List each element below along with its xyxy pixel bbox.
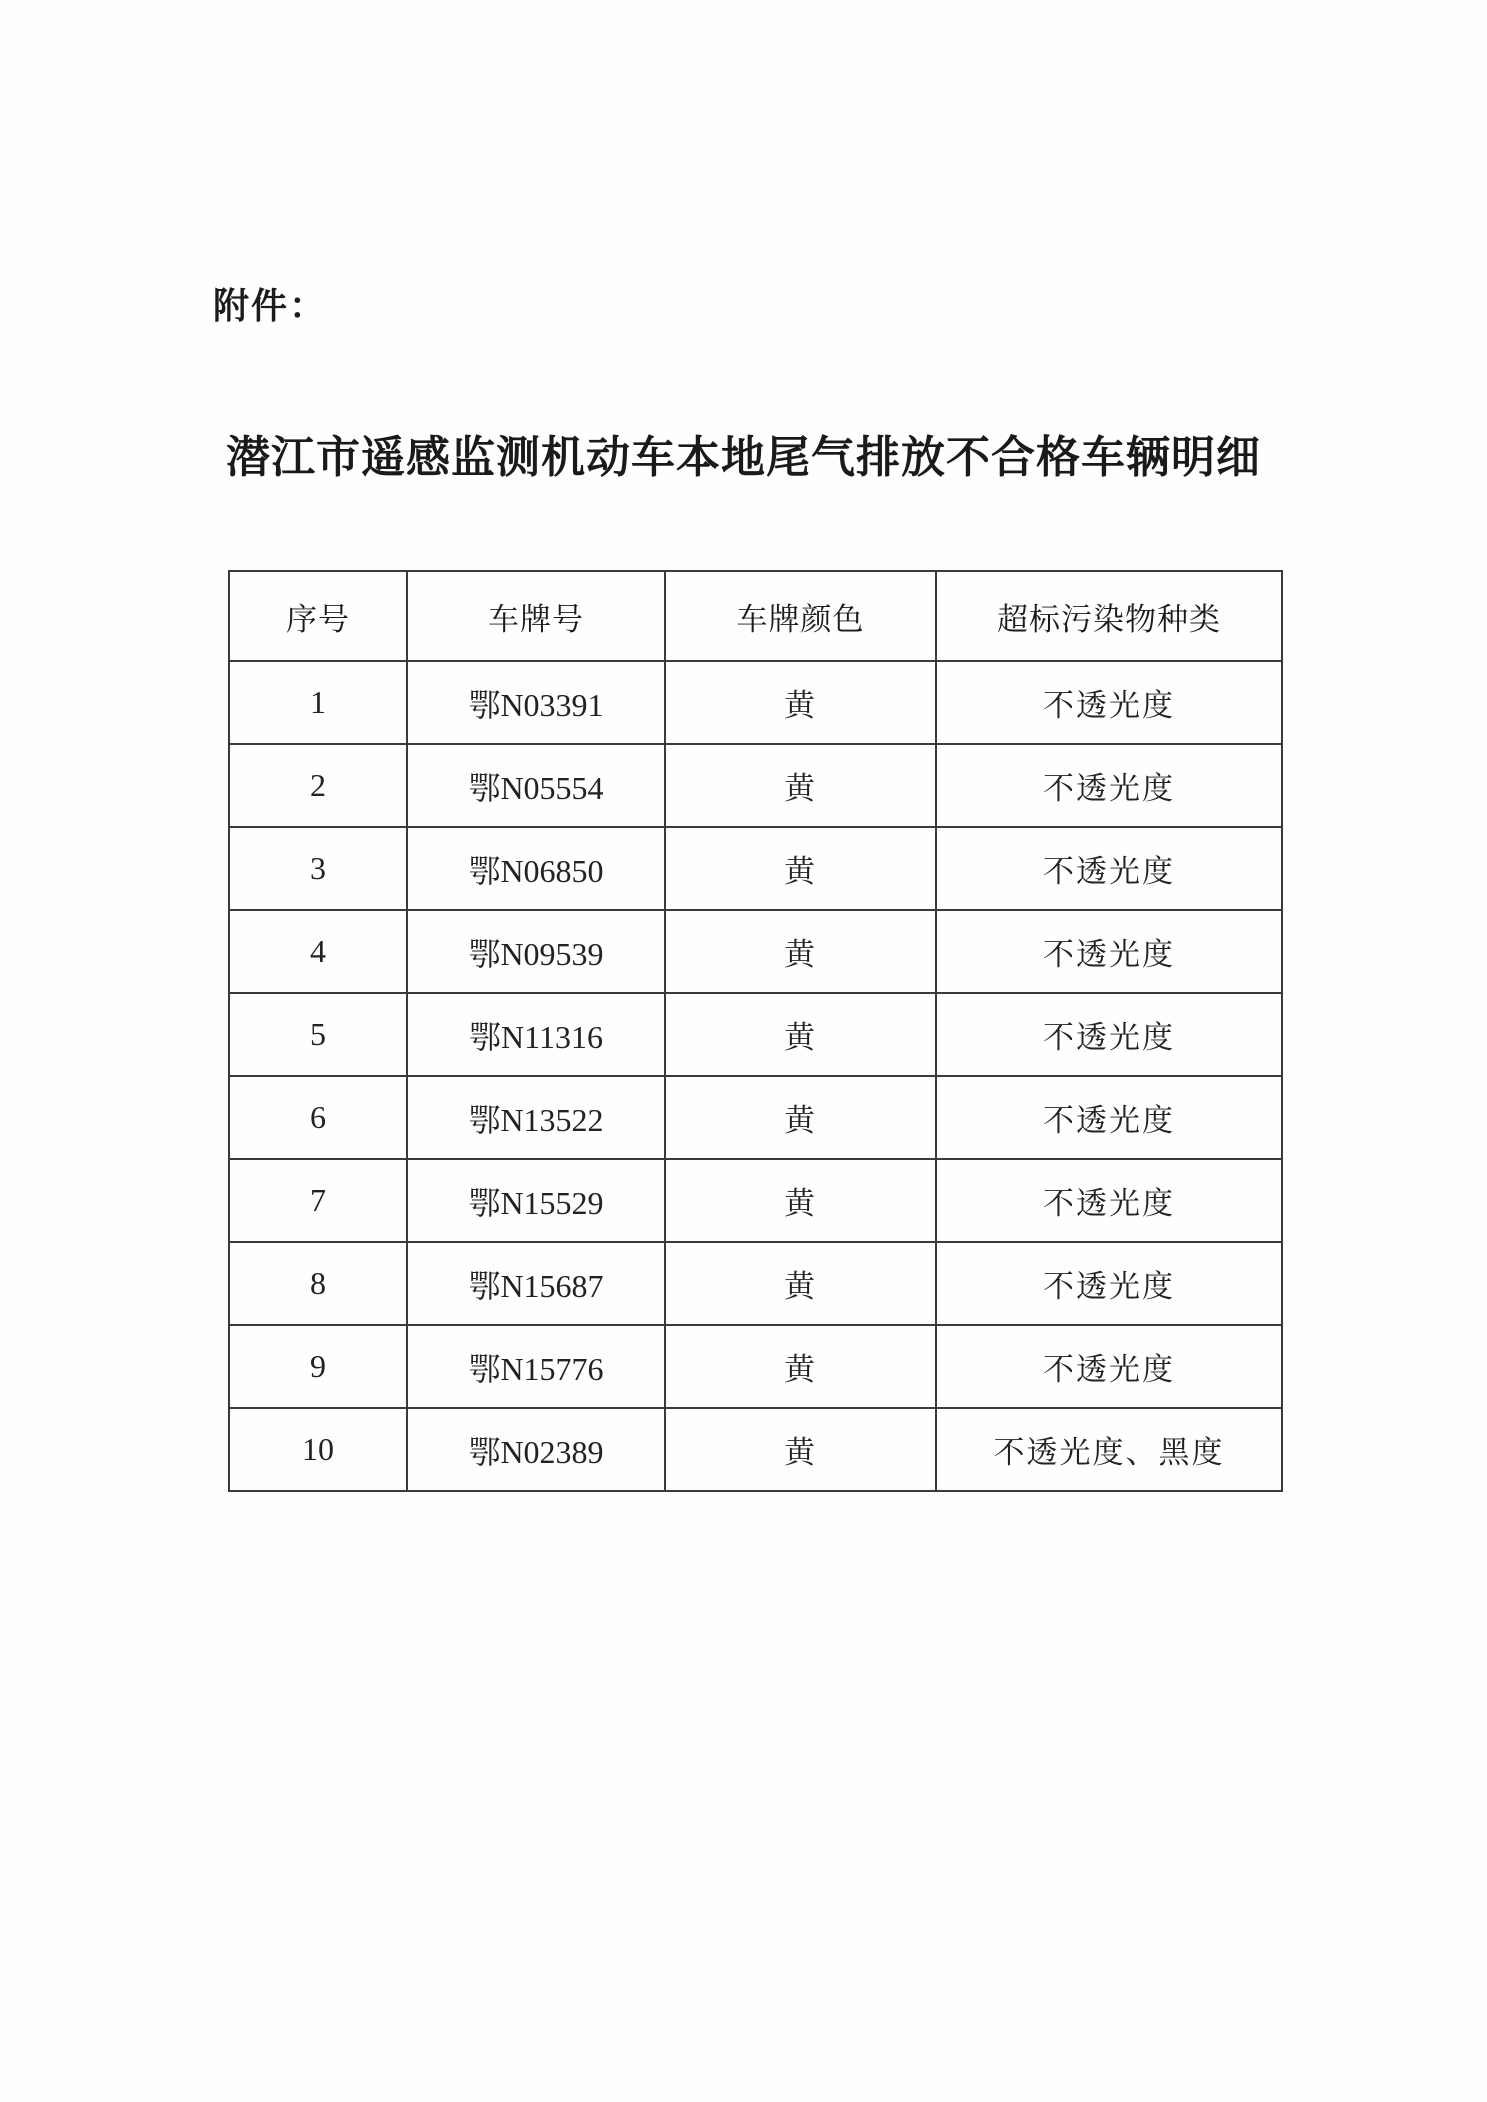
row-pollutant: 不透光度 xyxy=(936,827,1282,910)
row-plate: 鄂N13522 xyxy=(407,1076,665,1159)
vehicle-table-container xyxy=(228,570,1281,1492)
row-index: 6 xyxy=(229,1076,407,1159)
row-plate-color: 黄 xyxy=(665,1325,936,1408)
header-index: 序号 xyxy=(229,571,407,661)
row-index: 2 xyxy=(229,744,407,827)
row-plate-color: 黄 xyxy=(665,744,936,827)
row-pollutant: 不透光度 xyxy=(936,910,1282,993)
row-plate-color: 黄 xyxy=(665,1242,936,1325)
row-plate: 鄂N15529 xyxy=(407,1159,665,1242)
vehicle-table xyxy=(228,570,1283,1492)
row-plate: 鄂N06850 xyxy=(407,827,665,910)
row-plate: 鄂N15687 xyxy=(407,1242,665,1325)
row-pollutant: 不透光度 xyxy=(936,1076,1282,1159)
row-pollutant: 不透光度、黑度 xyxy=(936,1408,1282,1491)
table-row xyxy=(229,744,1282,827)
header-plate: 车牌号 xyxy=(407,571,665,661)
row-plate: 鄂N09539 xyxy=(407,910,665,993)
table-row xyxy=(229,1408,1282,1491)
row-plate: 鄂N05554 xyxy=(407,744,665,827)
row-plate-color: 黄 xyxy=(665,661,936,744)
row-plate: 鄂N15776 xyxy=(407,1325,665,1408)
table-row xyxy=(229,1076,1282,1159)
row-pollutant: 不透光度 xyxy=(936,1242,1282,1325)
row-index: 4 xyxy=(229,910,407,993)
row-plate: 鄂N02389 xyxy=(407,1408,665,1491)
header-plate-color: 车牌颜色 xyxy=(665,571,936,661)
table-row xyxy=(229,1242,1282,1325)
row-plate: 鄂N11316 xyxy=(407,993,665,1076)
row-index: 7 xyxy=(229,1159,407,1242)
row-index: 9 xyxy=(229,1325,407,1408)
table-row xyxy=(229,661,1282,744)
row-plate-color: 黄 xyxy=(665,910,936,993)
row-plate-color: 黄 xyxy=(665,1076,936,1159)
row-index: 8 xyxy=(229,1242,407,1325)
row-index: 3 xyxy=(229,827,407,910)
row-plate: 鄂N03391 xyxy=(407,661,665,744)
row-plate-color: 黄 xyxy=(665,993,936,1076)
row-pollutant: 不透光度 xyxy=(936,744,1282,827)
table-row xyxy=(229,910,1282,993)
table-row xyxy=(229,1325,1282,1408)
row-plate-color: 黄 xyxy=(665,827,936,910)
row-index: 1 xyxy=(229,661,407,744)
header-pollutant: 超标污染物种类 xyxy=(936,571,1282,661)
attachment-label: 附件： xyxy=(213,286,328,327)
document-title: 潜江市遥感监测机动车本地尾气排放不合格车辆明细 xyxy=(226,432,1261,483)
row-pollutant: 不透光度 xyxy=(936,993,1282,1076)
table-header-row xyxy=(229,571,1282,661)
row-pollutant: 不透光度 xyxy=(936,1325,1282,1408)
row-index: 10 xyxy=(229,1408,407,1491)
row-plate-color: 黄 xyxy=(665,1408,936,1491)
row-pollutant: 不透光度 xyxy=(936,1159,1282,1242)
table-row xyxy=(229,993,1282,1076)
table-row xyxy=(229,827,1282,910)
row-pollutant: 不透光度 xyxy=(936,661,1282,744)
table-row xyxy=(229,1159,1282,1242)
row-plate-color: 黄 xyxy=(665,1159,936,1242)
row-index: 5 xyxy=(229,993,407,1076)
